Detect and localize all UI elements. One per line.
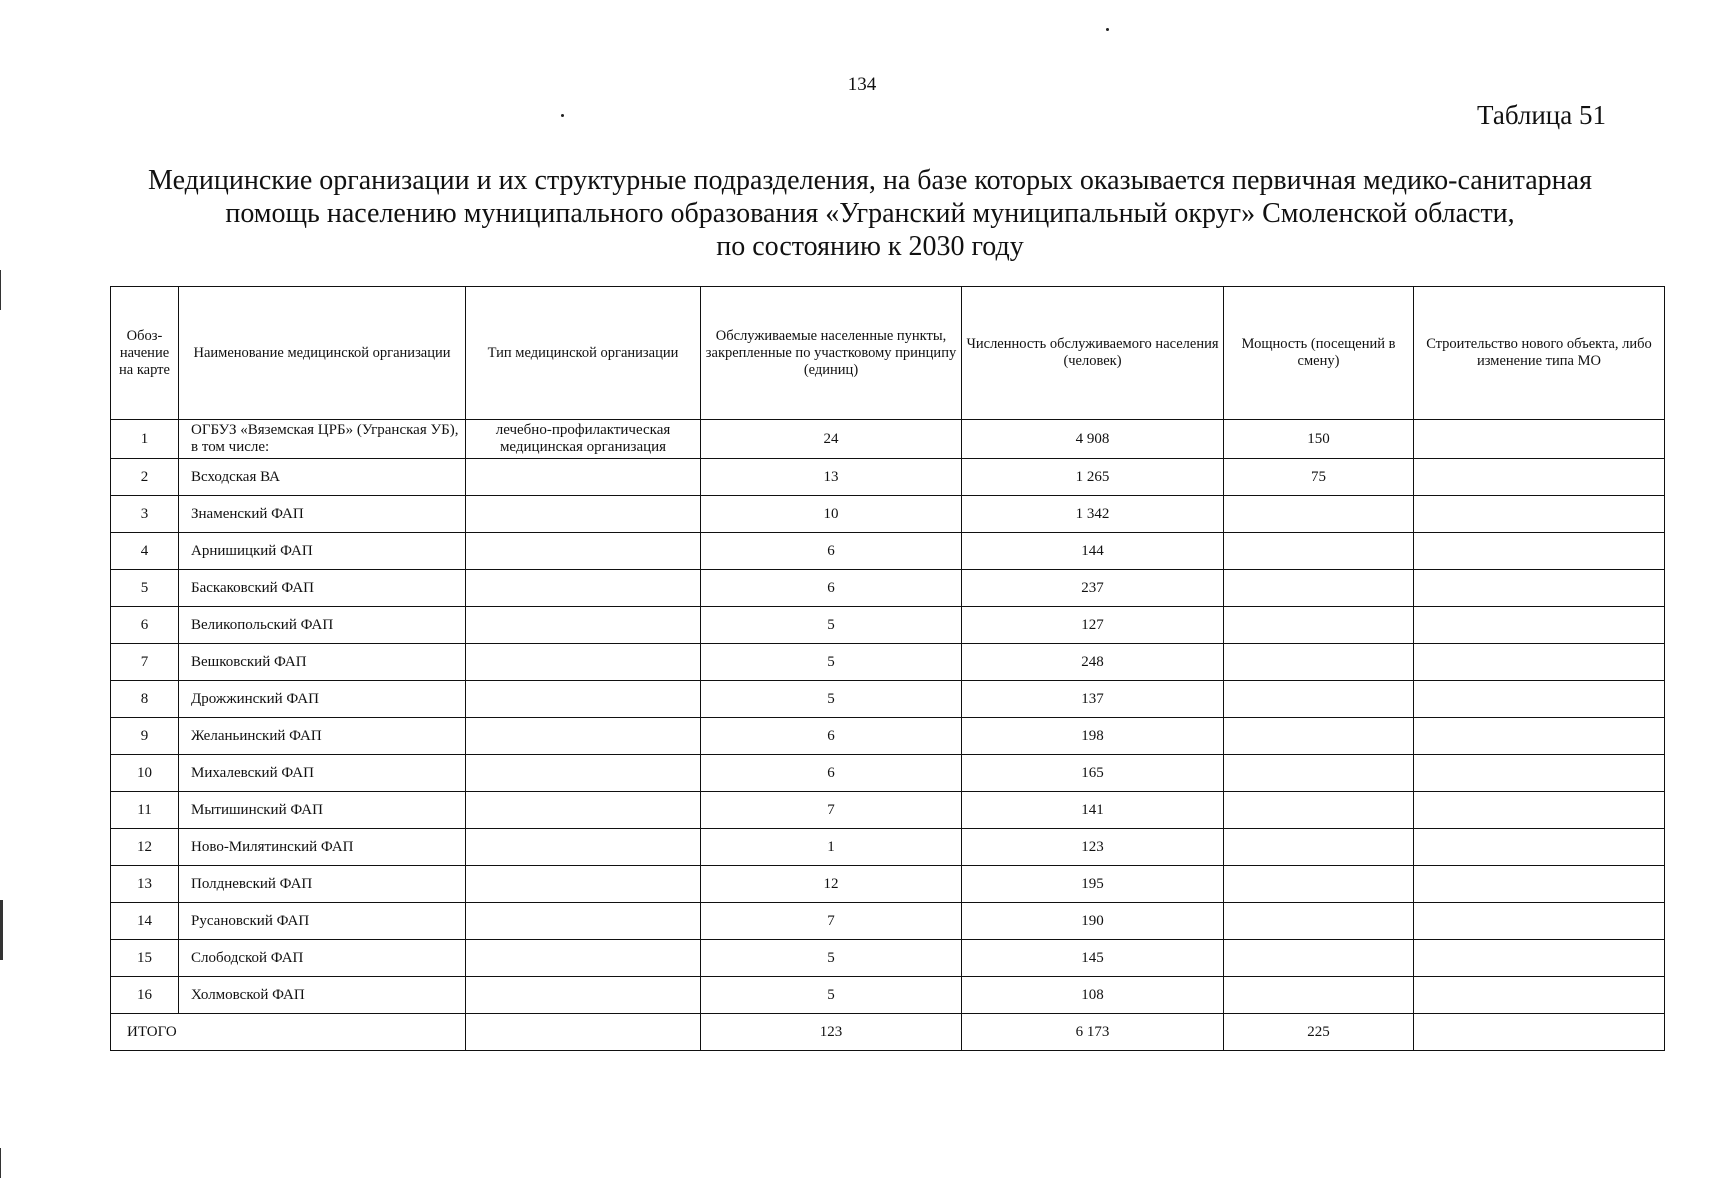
population: 4 908: [962, 420, 1224, 459]
row-number: 8: [111, 681, 179, 718]
construction: [1414, 644, 1665, 681]
total-points: 123: [701, 1014, 962, 1051]
row-number: 3: [111, 496, 179, 533]
population: 165: [962, 755, 1224, 792]
page-number: 134: [847, 74, 877, 95]
title-line-1: Медицинские организации и их структурные подразделения, на базе которых оказывается первичная медико-санитарная: [148, 165, 1592, 196]
org-type: [466, 459, 701, 496]
served-points: 24: [701, 420, 962, 459]
org-name: Вешковский ФАП: [179, 644, 466, 681]
served-points: 6: [701, 533, 962, 570]
table-row: [111, 718, 1665, 755]
construction: [1414, 718, 1665, 755]
scan-speck: [561, 114, 564, 117]
table-row: [111, 644, 1665, 681]
org-name: Арнишицкий ФАП: [179, 533, 466, 570]
title-line-2: помощь населению муниципального образования «Угранский муниципальный округ» Смоленской области,: [225, 198, 1515, 229]
construction: [1414, 533, 1665, 570]
construction: [1414, 903, 1665, 940]
total-label: ИТОГО: [111, 1014, 466, 1051]
population: 127: [962, 607, 1224, 644]
served-points: 7: [701, 903, 962, 940]
construction: [1414, 792, 1665, 829]
row-number: 6: [111, 607, 179, 644]
population: 108: [962, 977, 1224, 1014]
capacity: 150: [1224, 420, 1414, 459]
population: 1 342: [962, 496, 1224, 533]
row-number: 7: [111, 644, 179, 681]
served-points: 5: [701, 644, 962, 681]
org-type: [466, 755, 701, 792]
org-name: Великопольский ФАП: [179, 607, 466, 644]
row-number: 1: [111, 420, 179, 459]
row-number: 12: [111, 829, 179, 866]
population: 141: [962, 792, 1224, 829]
org-type: [466, 644, 701, 681]
org-name: Баскаковский ФАП: [179, 570, 466, 607]
population: 195: [962, 866, 1224, 903]
capacity: 75: [1224, 459, 1414, 496]
total-row: [111, 1014, 1665, 1051]
table-row: [111, 681, 1665, 718]
capacity: [1224, 607, 1414, 644]
org-name: Всходская ВА: [179, 459, 466, 496]
row-number: 14: [111, 903, 179, 940]
scan-speck: [1106, 28, 1109, 31]
org-type: [466, 496, 701, 533]
capacity: [1224, 940, 1414, 977]
capacity: [1224, 570, 1414, 607]
population: 123: [962, 829, 1224, 866]
served-points: 6: [701, 718, 962, 755]
capacity: [1224, 755, 1414, 792]
table-row: [111, 607, 1665, 644]
header-construction: Строительство нового объекта, либо изменение типа МО: [1414, 287, 1665, 420]
total-population: 6 173: [962, 1014, 1224, 1051]
served-points: 13: [701, 459, 962, 496]
capacity: [1224, 792, 1414, 829]
table-row: [111, 459, 1665, 496]
served-points: 5: [701, 940, 962, 977]
population: 1 265: [962, 459, 1224, 496]
table-row: [111, 940, 1665, 977]
org-type: [466, 866, 701, 903]
org-type: [466, 570, 701, 607]
row-number: 4: [111, 533, 179, 570]
table-row: [111, 496, 1665, 533]
org-name: Слободской ФАП: [179, 940, 466, 977]
medical-organizations-table: [110, 286, 1665, 1051]
table-row: [111, 903, 1665, 940]
population: 144: [962, 533, 1224, 570]
served-points: 1: [701, 829, 962, 866]
org-name: Михалевский ФАП: [179, 755, 466, 792]
capacity: [1224, 829, 1414, 866]
table-row: [111, 533, 1665, 570]
served-points: 5: [701, 607, 962, 644]
population: 137: [962, 681, 1224, 718]
row-number: 11: [111, 792, 179, 829]
served-points: 12: [701, 866, 962, 903]
served-points: 6: [701, 755, 962, 792]
table-label: Таблица 51: [1477, 100, 1606, 130]
row-number: 5: [111, 570, 179, 607]
row-number: 16: [111, 977, 179, 1014]
served-points: 5: [701, 681, 962, 718]
org-type: [466, 533, 701, 570]
org-name: Холмовской ФАП: [179, 977, 466, 1014]
row-number: 13: [111, 866, 179, 903]
construction: [1414, 755, 1665, 792]
document-title: [100, 164, 1640, 263]
capacity: [1224, 718, 1414, 755]
total-capacity: 225: [1224, 1014, 1414, 1051]
row-number: 9: [111, 718, 179, 755]
table-row: [111, 792, 1665, 829]
construction: [1414, 459, 1665, 496]
population: 198: [962, 718, 1224, 755]
total-construction: [1414, 1014, 1665, 1051]
table-row: [111, 755, 1665, 792]
table-row: [111, 570, 1665, 607]
construction: [1414, 681, 1665, 718]
org-type: [466, 792, 701, 829]
table-header-row: [111, 287, 1665, 420]
row-number: 10: [111, 755, 179, 792]
capacity: [1224, 977, 1414, 1014]
table-row: [111, 866, 1665, 903]
construction: [1414, 940, 1665, 977]
table-row: [111, 977, 1665, 1014]
scan-edge-mark: [0, 900, 3, 960]
org-type: лечебно-профилактическая медицинская организация: [466, 420, 701, 459]
header-org-name: Наименование медицинской организации: [179, 287, 466, 420]
org-type: [466, 607, 701, 644]
org-name: Ново-Милятинский ФАП: [179, 829, 466, 866]
total-type: [466, 1014, 701, 1051]
capacity: [1224, 866, 1414, 903]
org-name: Знаменский ФАП: [179, 496, 466, 533]
scan-edge-mark: [0, 1148, 1, 1178]
org-type: [466, 681, 701, 718]
population: 190: [962, 903, 1224, 940]
header-designation: Обоз-начение на карте: [111, 287, 179, 420]
org-name: Дрожжинский ФАП: [179, 681, 466, 718]
org-name: Мытишинский ФАП: [179, 792, 466, 829]
header-org-type: Тип медицинской организации: [466, 287, 701, 420]
table-row: [111, 829, 1665, 866]
population: 237: [962, 570, 1224, 607]
table-row: [111, 420, 1665, 459]
construction: [1414, 977, 1665, 1014]
header-served-points: Обслуживаемые населенные пункты, закрепленные по участковому принципу (единиц): [701, 287, 962, 420]
row-number: 15: [111, 940, 179, 977]
org-type: [466, 940, 701, 977]
construction: [1414, 607, 1665, 644]
served-points: 10: [701, 496, 962, 533]
header-capacity: Мощность (посещений в смену): [1224, 287, 1414, 420]
row-number: 2: [111, 459, 179, 496]
org-name: Полдневский ФАП: [179, 866, 466, 903]
construction: [1414, 420, 1665, 459]
scan-edge-mark: [0, 270, 1, 310]
served-points: 5: [701, 977, 962, 1014]
org-type: [466, 829, 701, 866]
construction: [1414, 829, 1665, 866]
header-population: Численность обслуживаемого населения (человек): [962, 287, 1224, 420]
org-type: [466, 718, 701, 755]
population: 145: [962, 940, 1224, 977]
capacity: [1224, 681, 1414, 718]
org-type: [466, 903, 701, 940]
org-name: ОГБУЗ «Вяземская ЦРБ» (Угранская УБ), в том числе:: [179, 420, 466, 459]
construction: [1414, 496, 1665, 533]
org-name: Желаньинский ФАП: [179, 718, 466, 755]
served-points: 6: [701, 570, 962, 607]
capacity: [1224, 533, 1414, 570]
capacity: [1224, 496, 1414, 533]
title-line-3: по состоянию к 2030 году: [716, 231, 1024, 262]
capacity: [1224, 903, 1414, 940]
construction: [1414, 570, 1665, 607]
population: 248: [962, 644, 1224, 681]
org-name: Русановский ФАП: [179, 903, 466, 940]
capacity: [1224, 644, 1414, 681]
served-points: 7: [701, 792, 962, 829]
construction: [1414, 866, 1665, 903]
org-type: [466, 977, 701, 1014]
